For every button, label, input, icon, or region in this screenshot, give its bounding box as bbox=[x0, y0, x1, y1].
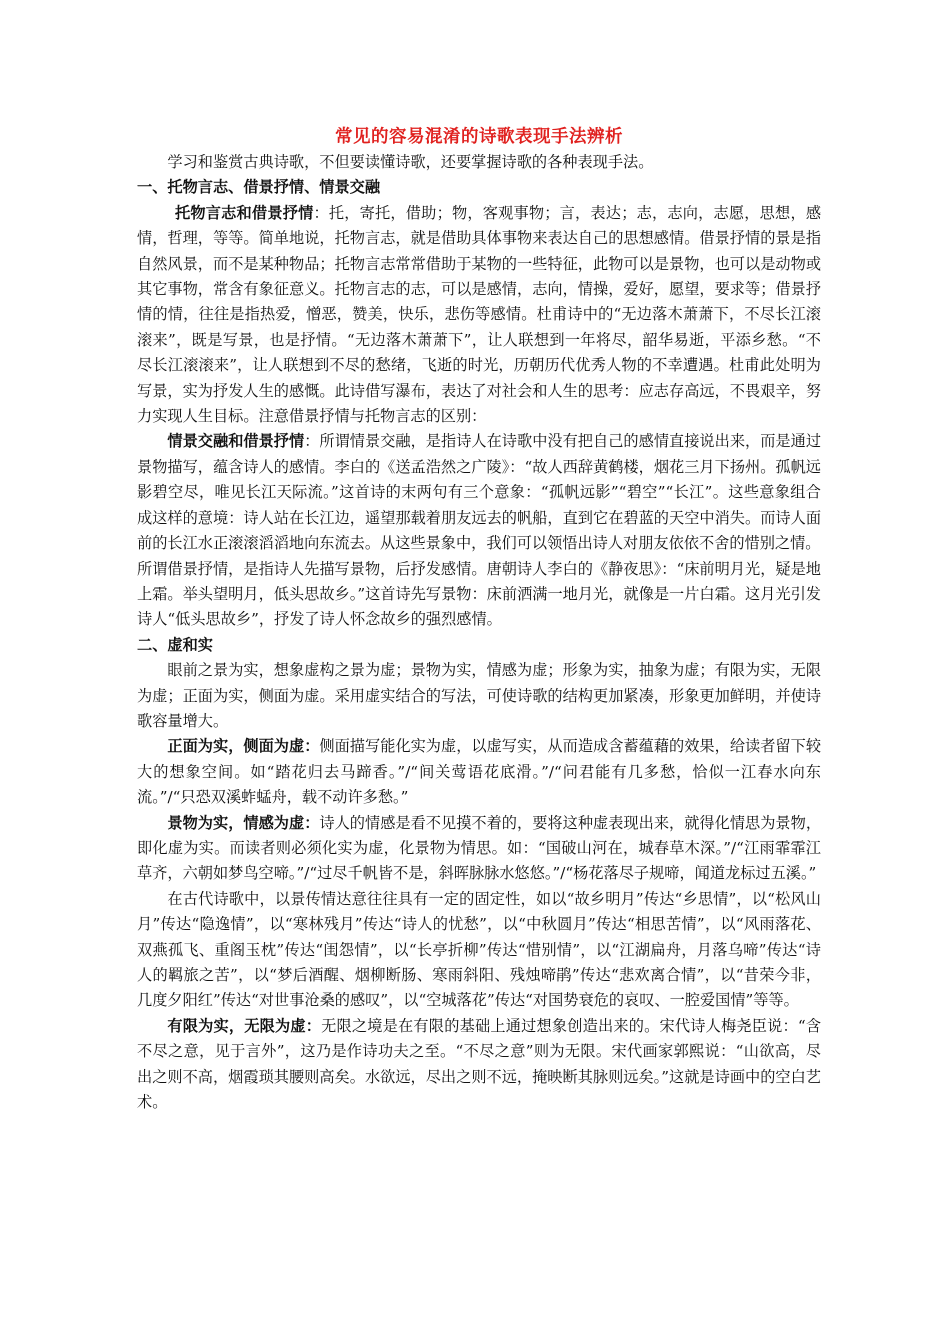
section-1-paragraph-2 bbox=[137, 429, 821, 556]
section-2-paragraph-5 bbox=[137, 1014, 821, 1116]
section-2-heading: 二、虚和实 bbox=[137, 635, 213, 654]
section-1-paragraph-1 bbox=[137, 201, 821, 430]
term-label: 托物言志和借景抒情 bbox=[175, 203, 314, 222]
term-label: 情景交融和借景抒情 bbox=[167, 432, 305, 451]
term-label: 景物为实，情感为虚： bbox=[167, 813, 320, 832]
paragraph-text: ：所谓情景交融，是指诗人在诗歌中没有把自己的感情直接说出来，而是通过景物描写，蕴含诗人的感情。李白的《送孟浩然之广陵》：“故人西辞黄鹤楼，烟花三月下扬州。孤帆远影碧空尽，唯见长江天际流。”这首诗的末两句有三个意象：“孤帆远影”“碧空”“长江”。这些意象组合成这样的意境：诗人站在长江边，遥望那载着朋友远去的帆船，直到它在碧蓝的天空中消失。而诗人面前的长江水正滚滚滔滔地向东流去。从这些景象中，我们可以领悟出诗人对朋友依依不舍的惜别之情。 bbox=[137, 432, 822, 553]
term-label: 有限为实，无限为虚： bbox=[167, 1016, 322, 1035]
paragraph-text: 诗人的情感是看不见摸不着的，要将这种虚表现出来，就得化情思为景物，即化虚为实。而读者则必须化实为虚，化景物为情思。如：“国破山河在，城春草木深。”/“江雨霏霏江草齐，六朝如梦鸟空啼。”/“过尽千帆皆不是，斜晖脉脉水悠悠。”/“杨花落尽子规啼，闻道龙标过五溪。” bbox=[137, 813, 822, 883]
term-label: 正面为实，侧面为虚： bbox=[167, 737, 320, 756]
section-1-paragraph-3: 所谓借景抒情，是指诗人先描写景物，后抒发感情。唐朝诗人李白的《静夜思》：“床前明月光，疑是地上霜。举头望明月，低头思故乡。”这首诗先写景物：床前洒满一地月光，就像是一片白霜。这月光引发诗人“低头思故乡”，抒发了诗人怀念故乡的强烈感情。 bbox=[137, 559, 821, 629]
document-page bbox=[137, 124, 821, 1115]
section-2-paragraph-3 bbox=[137, 811, 821, 887]
paragraph-text: ：托，寄托，借助；物，客观事物；言，表达；志，志向，志愿，思想，感情，哲理，等等。简单地说，托物言志，就是借助具体事物来表达自己的思想感情。借景抒情的景是指自然风景，而不是某种物品；托物言志常常借助于某物的一些特征，此物可以是景物，也可以是动物或其它事物，常含有象征意义。托物言志的志，可以是感情，志向，情操，爱好，愿望，要求等；借景抒情的情，往往是指热爱，憎恶，赞美，快乐，悲伤等感情。杜甫诗中的“无边落木萧萧下，不尽长江滚滚来”，既是写景，也是抒情。“无边落木萧萧下”，让人联想到一年将尽，韶华易逝，平添乡愁。“不尽长江滚滚来”，让人联想到不尽的愁绪，飞逝的时光，历朝历代优秀人物的不幸遭遇。杜甫此处明为写景，实为抒发人生的感慨。此诗借写瀑布，表达了对社会和人生的思考：应志存高远，不畏艰辛，努力实现人生目标。注意借景抒情与托物言志的区别： bbox=[137, 203, 822, 426]
page-title: 常见的容易混淆的诗歌表现手法辨析 bbox=[335, 127, 623, 147]
section-2-paragraph-2 bbox=[137, 734, 821, 810]
section-2-paragraph-4: 在古代诗歌中，以景传情达意往往具有一定的固定性，如以“故乡明月”传达“乡思情”，以“松风山月”传达“隐逸情”，以“寒林残月”传达“诗人的忧愁”，以“中秋圆月”传达“相思苦情”，以“风雨落花、双燕孤飞、重阁玉枕”传达“闺怨情”，以“长亭折柳”传达“惜别情”，以“江湖扁舟，月落乌啼”传达“诗人的羁旅之苦”，以“梦后酒醒、烟柳断肠、寒雨斜阳、残烛啼鹃”传达“悲欢离合情”，以“昔荣今非，几度夕阳红”传达“对世事沧桑的感叹”，以“空城落花”传达“对国势衰危的哀叹、一腔爱国情”等等。 bbox=[137, 889, 821, 1010]
section-1-heading: 一、托物言志、借景抒情、情景交融 bbox=[137, 178, 380, 197]
section-2-paragraph-1: 眼前之景为实，想象虚构之景为虚；景物为实，情感为虚；形象为实，抽象为虚；有限为实，无限为虚；正面为实，侧面为虚。采用虚实结合的写法，可使诗歌的结构更加紧凑，形象更加鲜明，并使诗歌容量增大。 bbox=[137, 661, 821, 730]
paragraph-text: 侧面描写能化实为虚，以虚写实，从而造成含蓄蕴藉的效果，给读者留下较大的想象空间。如“踏花归去马蹄香。”/“间关莺语花底滑。”/“问君能有几多愁，恰似一江春水向东流。”/“只恐双溪蚱蜢舟，载不动许多愁。” bbox=[137, 737, 822, 807]
intro-paragraph: 学习和鉴赏古典诗歌，不但要读懂诗歌，还要掌握诗歌的各种表现手法。 bbox=[167, 153, 654, 171]
paragraph-text: 无限之境是在有限的基础上通过想象创造出来的。宋代诗人梅尧臣说：“含不尽之意，见于言外”，这乃是作诗功夫之至。“不尽之意”则为无限。宋代画家郭熙说：“山欲高，尽出之则不高，烟霞琐其腰则高矣。水欲远，尽出之则不远，掩映断其脉则远矣。”这就是诗画中的空白艺术。 bbox=[137, 1016, 822, 1112]
